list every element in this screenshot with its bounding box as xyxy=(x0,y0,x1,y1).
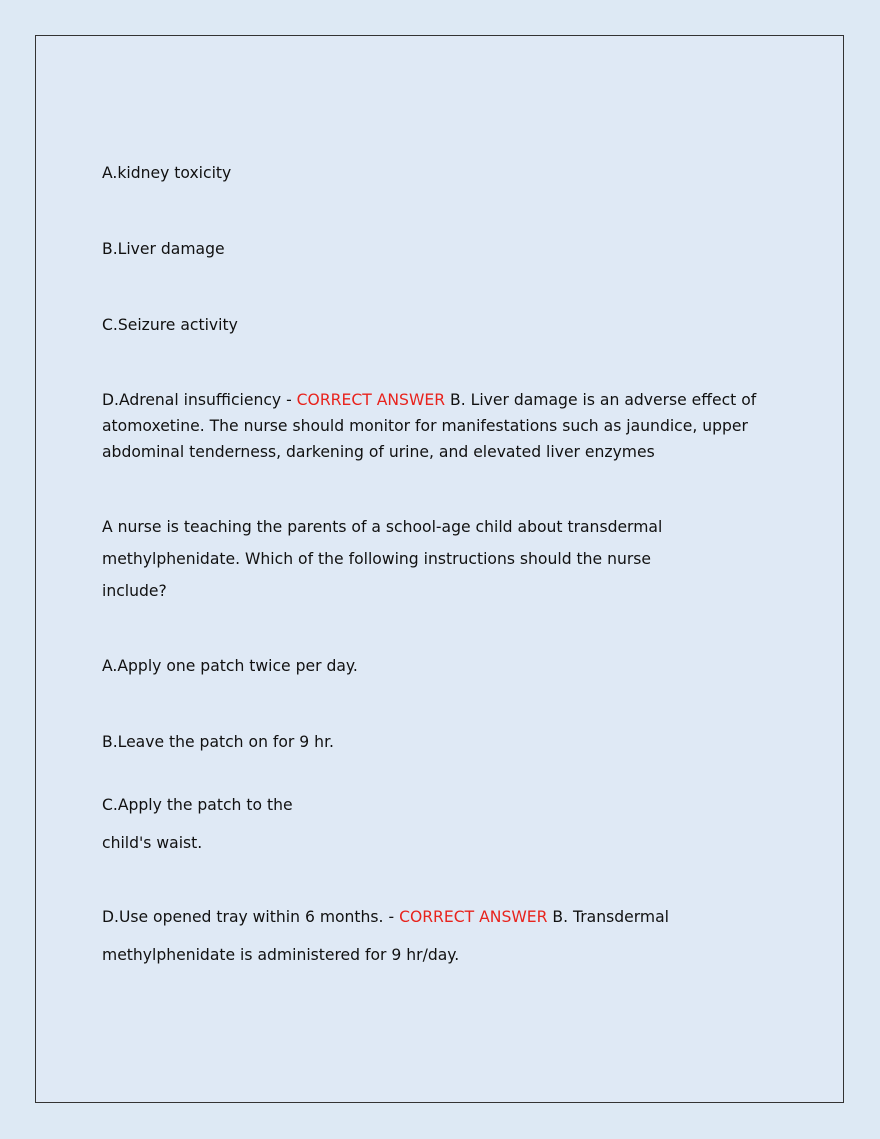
q1-option-d: D.Adrenal insufficiency - xyxy=(102,391,297,409)
q2-option-d: D.Use opened tray within 6 months. - xyxy=(102,908,400,926)
q2-option-c-line1: C.Apply the patch to the xyxy=(102,796,293,814)
q1-option-b: B.Liver damage xyxy=(102,240,225,258)
q1-rationale-line3: abdominal tenderness, darkening of urine, and elevated liver enzymes xyxy=(102,443,655,461)
q1-rationale-line1: B. Liver damage is an adverse effect of xyxy=(445,391,757,409)
q2-option-d-line xyxy=(102,904,669,930)
q1-option-a: A.kidney toxicity xyxy=(102,164,232,182)
q2-option-a: A.Apply one patch twice per day. xyxy=(102,657,358,675)
q1-rationale-line2: atomoxetine. The nurse should monitor for manifestations such as jaundice, upper xyxy=(102,417,748,435)
q2-rationale-line1: B. Transdermal xyxy=(547,908,669,926)
q2-stem-line2: methylphenidate. Which of the following instructions should the nurse xyxy=(102,550,651,568)
q2-option-b: B.Leave the patch on for 9 hr. xyxy=(102,733,335,751)
q1-correct-answer-label: CORRECT ANSWER xyxy=(296,391,446,409)
q2-stem-line3: include? xyxy=(102,582,167,600)
q1-option-c: C.Seizure activity xyxy=(102,316,238,334)
q2-correct-answer-label: CORRECT ANSWER xyxy=(399,908,548,926)
q1-option-d-line xyxy=(102,387,756,413)
q2-option-c-line2: child's waist. xyxy=(102,834,203,852)
q2-stem-line1: A nurse is teaching the parents of a school-age child about transdermal xyxy=(102,518,663,536)
q2-rationale-line2: methylphenidate is administered for 9 hr/day. xyxy=(102,946,460,964)
